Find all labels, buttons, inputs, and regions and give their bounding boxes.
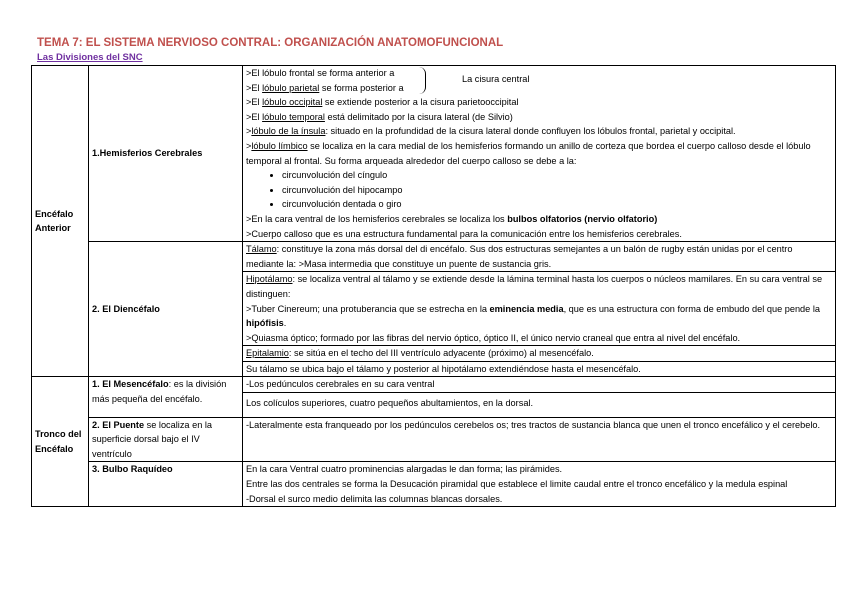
occipital-line: >El lóbulo occipital se extiende posterior a la cisura parietooccipital (246, 97, 519, 108)
circunvoluciones-list (246, 168, 832, 212)
bulbo-label: 3. Bulbo Raquídeo (89, 462, 243, 507)
cuerpo-calloso-line: >Cuerpo calloso que es una estructura fundamental para la comunicación entre los hemisferios cerebrales. (246, 228, 682, 239)
brace-icon (419, 67, 426, 94)
page-title: TEMA 7: EL SISTEMA NERVIOSO CONTRAL: ORGANIZACIÓN ANATOMOFUNCIONAL (37, 37, 504, 49)
list-item: • circunvolución del cíngulo (282, 168, 832, 183)
puente-content: -Lateralmente esta franqueado por los pedúnculos cerebelos os; tres tractos de sustancia blanca que unen el tronco encefálico y el cerebelo. (243, 417, 836, 462)
quiasma-text: >Quiasma óptico; formado por las fibras del nervio óptico, óptico II, el único nervio craneal que entra al nivel del encéfalo. (246, 332, 741, 343)
parietal-line: >El lóbulo parietal se forma posterior a (246, 82, 404, 93)
mesencefalo-ventral: -Los pedúnculos cerebrales en su cara ventral (243, 377, 836, 393)
bulbos-olfatorios-line: >En la cara ventral de los hemisferios cerebrales se localiza los bulbos olfatorios (nervio olfatorio) (246, 213, 658, 224)
frontal-parietal-group (246, 66, 832, 95)
bulbo-content: En la cara Ventral cuatro prominencias alargadas le dan forma; las pirámides. Entre las dos centrales se forma la Desucación piramidal que establece el limite caudal entre el tronco encefálico y la medula espinal -Dorsal el surco medio delimita las columnas blancas dorsales. (243, 462, 836, 507)
subtalamo-block: Su tálamo se ubica bajo el tálamo y posterior al hipotálamo extendiéndose hasta el mesencéfalo. (243, 361, 835, 377)
snc-table (31, 65, 836, 507)
hemisferios-label: 1.Hemisferios Cerebrales (89, 66, 243, 242)
brace-label: La cisura central (462, 74, 530, 84)
tronco-cell: Tronco del Encéfalo (32, 377, 89, 507)
talamo-text: Tálamo: constituye la zona más dorsal del di encéfalo. Sus dos estructuras semejantes a un balón de rugby están unidas por el centro mediante la: >Masa intermedia que constituye un puente de sustancia gris. (246, 244, 793, 269)
list-item: • circunvolución dentada o giro (282, 197, 832, 212)
limbico-line: >lóbulo límbico se localiza en la cara medial de los hemisferios formando un anillo de corteza que bordea el cuerpo calloso desde el lóbulo temporal al frontal. Su forma arqueada alrededor del cuerpo calloso se debe a la: (246, 140, 811, 166)
insula-line: >lóbulo de la ínsula: situado en la profundidad de la cisura lateral donde confluyen los lóbulos frontal, parietal y occipital. (246, 126, 736, 137)
hipotalamo-text: Hipotálamo: se localiza ventral al tálamo y se extiende desde la lámina terminal hasta los cuerpos o núcleos mamilares. En su cara ventral se distinguen: (246, 274, 823, 299)
hemisferios-content (243, 66, 836, 242)
epitalamio-block: Epitalamio: se sitúa en el techo del III ventrículo adyacente (próximo) al mesencéfalo. (243, 345, 835, 361)
hipotalamo-block (243, 271, 835, 345)
list-item: • circunvolución del hipocampo (282, 183, 832, 198)
puente-label: 2. El Puente se localiza en la superficie dorsal bajo el IV ventrículo (89, 417, 243, 462)
section-subtitle: Las Divisiones del SNC (37, 52, 143, 63)
mesencefalo-label: 1. El Mesencéfalo: es la división más pequeña del encéfalo. (89, 377, 243, 417)
tuber-text: >Tuber Cinereum; una protuberancia que se estrecha en la eminencia media, que es una estructura con forma de embudo del que pende la hipófisis. (246, 303, 820, 329)
diencefalo-label: 2. El Diencéfalo (89, 242, 243, 377)
temporal-line: >El lóbulo temporal está delimitado por la cisura lateral (de Silvio) (246, 111, 513, 122)
diencefalo-content (243, 242, 836, 377)
frontal-line: >El lóbulo frontal se forma anterior a (246, 68, 395, 78)
mesencefalo-dorsal: Los colículos superiores, cuatro pequeños abultamientos, en la dorsal. (243, 393, 836, 418)
encefalo-anterior-cell: Encéfalo Anterior (32, 66, 89, 377)
